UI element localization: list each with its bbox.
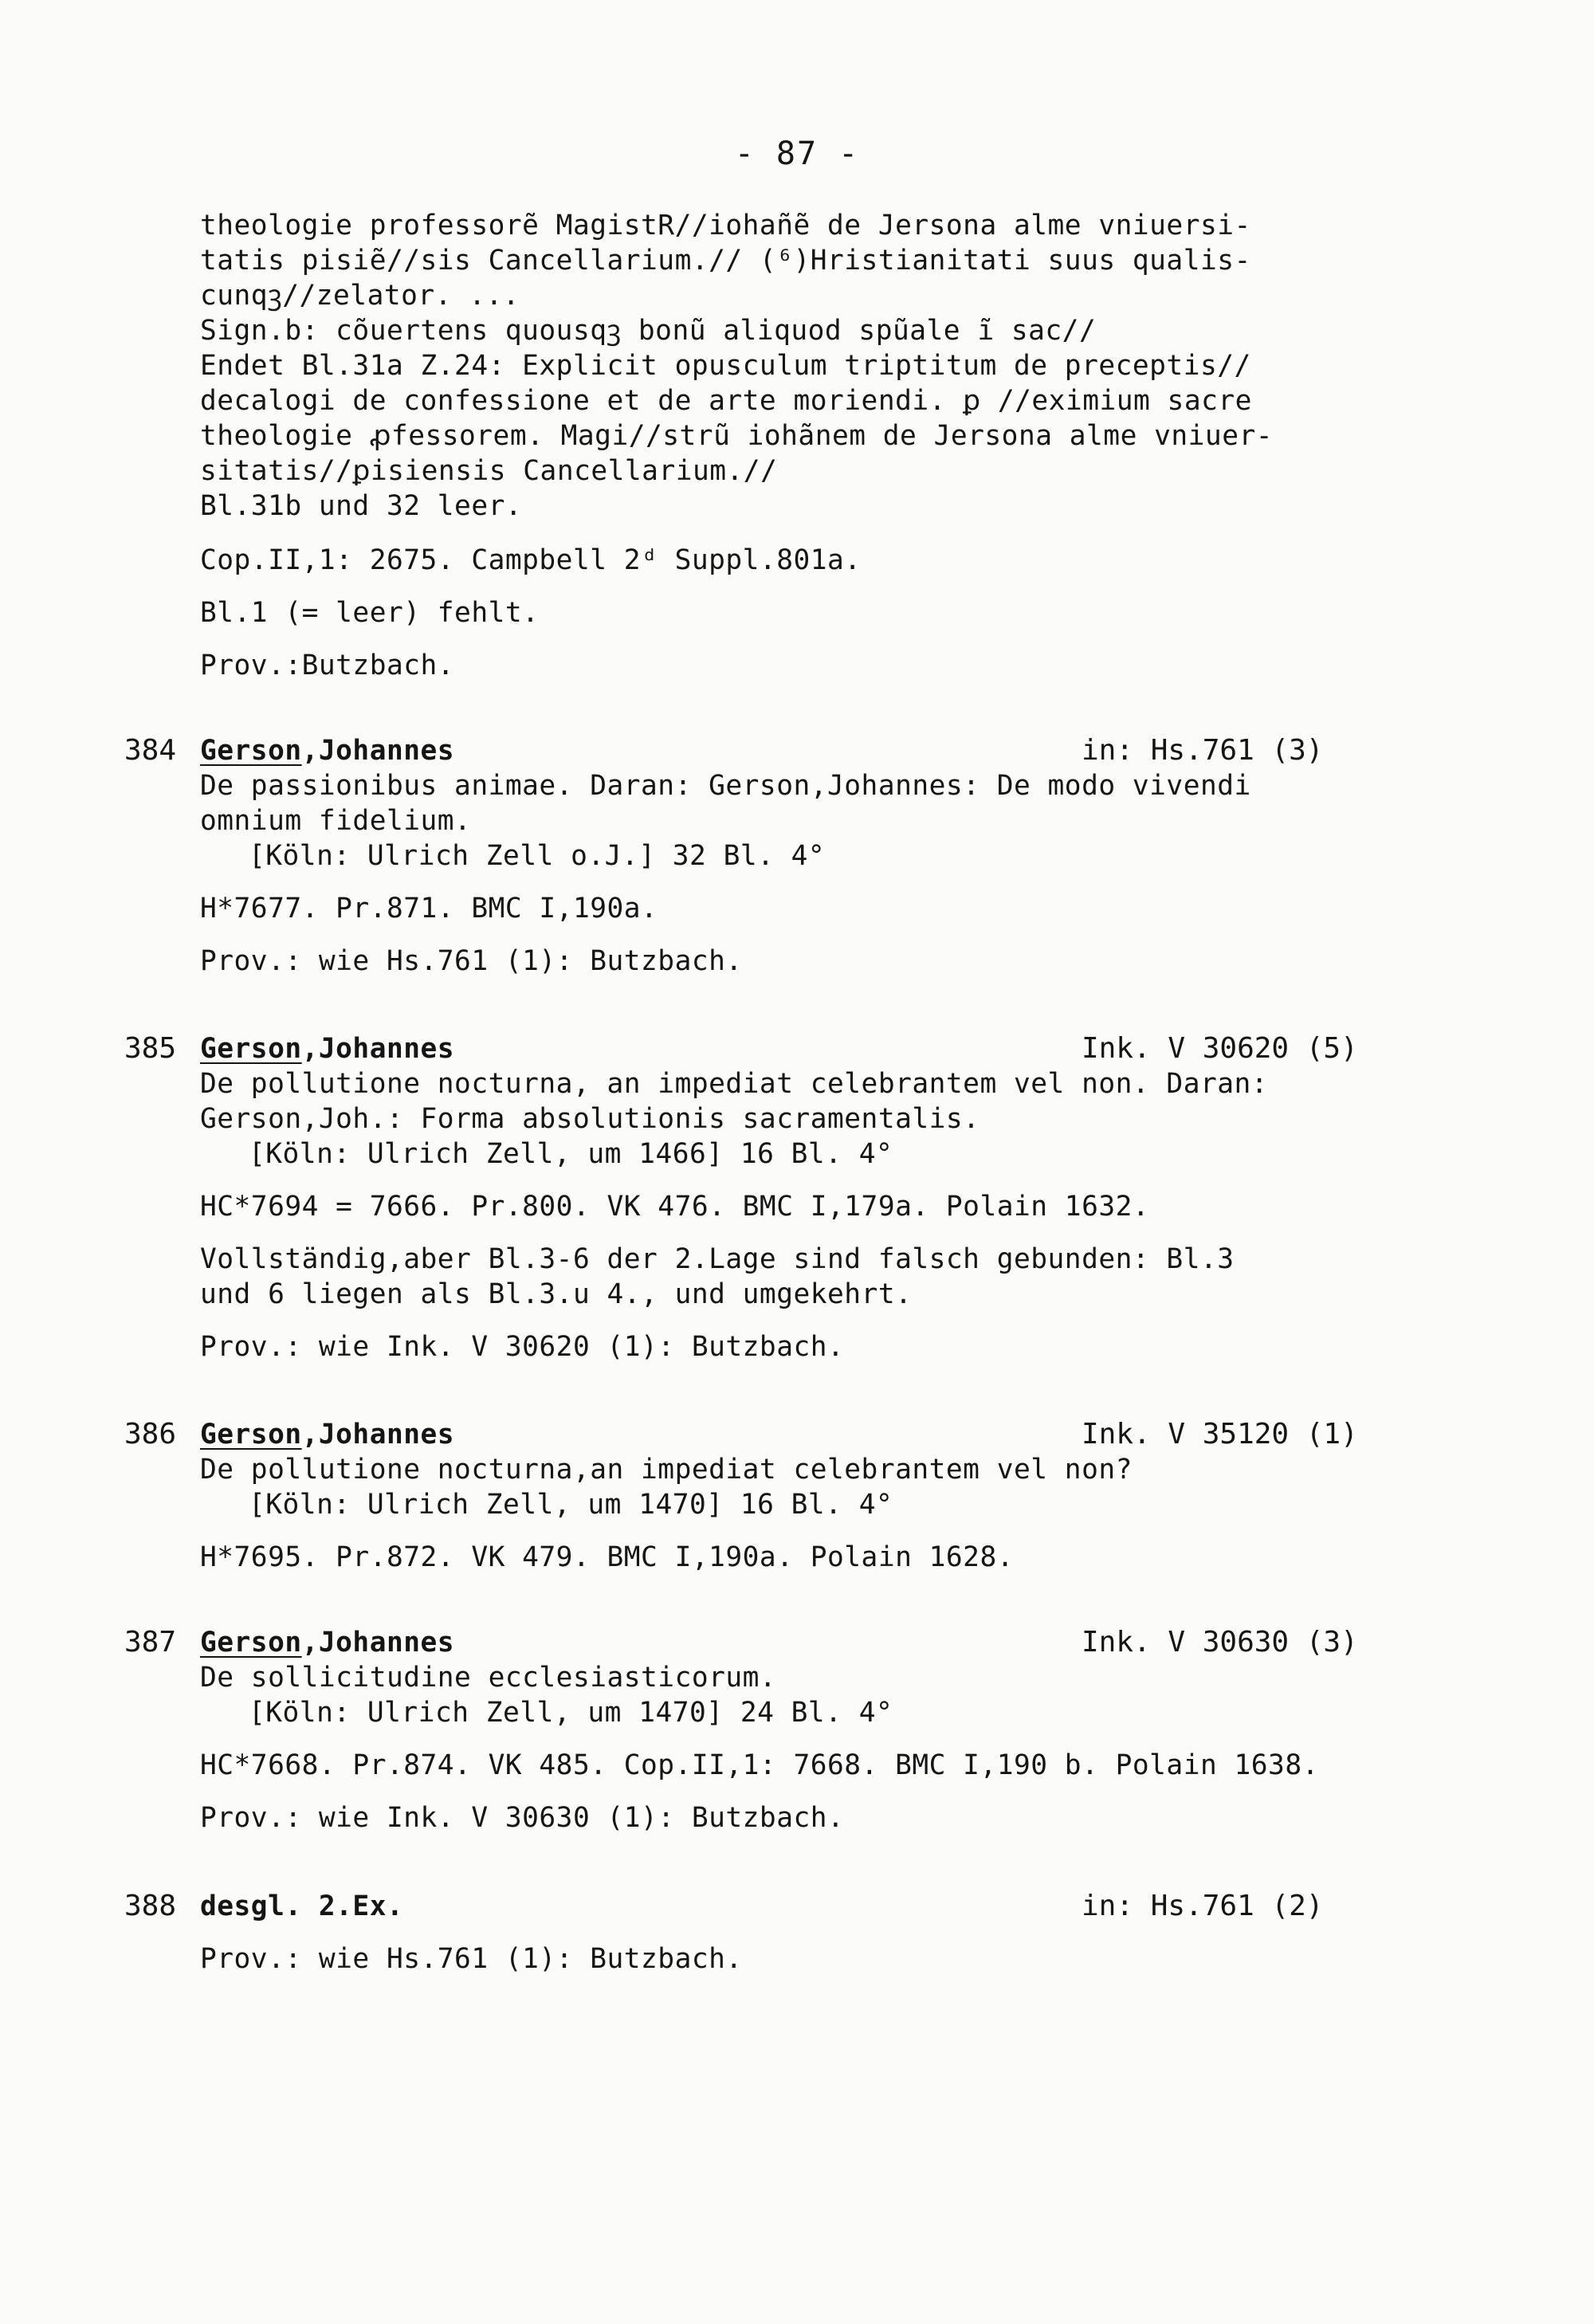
title-line: omnium fidelium. [200,805,472,837]
imprint: [Köln: Ulrich Zell, um 1470] 16 Bl. 4° [249,1489,893,1521]
entry-number: 385 [124,1032,177,1065]
title-line: De passionibus animae. Daran: Gerson,Johannes: De modo vivendi [200,770,1251,802]
provenance-line: Prov.:Butzbach. [200,650,455,681]
text-line: cunqꝫ//zelator. ... [200,280,520,312]
title-line: De pollutione nocturna,an impediat celebrantem vel non? [200,1454,1133,1486]
page-number: - 87 - [734,135,860,172]
text-line: Endet Bl.31a Z.24: Explicit opusculum triptitum de preceptis// [200,350,1251,382]
title-line: De sollicitudine ecclesiasticorum. [200,1662,777,1694]
entry-number: 387 [124,1626,177,1659]
imprint: [Köln: Ulrich Zell, um 1470] 24 Bl. 4° [249,1697,893,1729]
text-line: theologie professorẽ MagistR//iohañẽ de Jersona alme vniuersi- [200,210,1251,241]
note-line: Vollständig,aber Bl.3-6 der 2.Lage sind falsch gebunden: Bl.3 [200,1243,1235,1275]
references: HC*7694 = 7666. Pr.800. VK 476. BMC I,179a. Polain 1632. [200,1191,1150,1223]
note-line: und 6 liegen als Bl.3.u 4., und umgekehrt. [200,1278,913,1310]
entry-heading [200,735,454,767]
note-line: Bl.1 (= leer) fehlt. [200,597,540,629]
shelfmark: Ink. V 30620 (5) [1082,1032,1358,1065]
text-line: decalogi de confessione et de arte moriendi. ꝑ //eximium sacre [200,385,1252,417]
shelfmark: in: Hs.761 (2) [1082,1890,1324,1922]
references: H*7695. Pr.872. VK 479. BMC I,190a. Polain 1628. [200,1541,1014,1573]
author-forename: ,Johannes [301,1033,455,1065]
entry-number: 388 [124,1890,177,1922]
author-surname: Gerson [200,735,302,767]
citation-line: Cop.II,1: 2675. Campbell 2ᵈ Suppl.801a. [200,544,862,576]
provenance-line: Prov.: wie Ink. V 30630 (1): Butzbach. [200,1802,845,1834]
text-line: theologie ꝓfessorem. Magi//strũ iohãnem de Jersona alme vniuer- [200,420,1274,452]
shelfmark: Ink. V 30630 (3) [1082,1626,1358,1659]
author-forename: ,Johannes [301,1627,455,1659]
imprint: [Köln: Ulrich Zell o.J.] 32 Bl. 4° [249,840,826,872]
text-line: Sign.b: cõuertens quousqꝫ bonũ aliquod spũale ĩ sac// [200,315,1097,347]
shelfmark: Ink. V 35120 (1) [1082,1418,1358,1451]
author-forename: ,Johannes [301,1419,455,1451]
author-surname: Gerson [200,1419,302,1451]
entry-heading [200,1033,454,1065]
provenance-line: Prov.: wie Hs.761 (1): Butzbach. [200,945,743,977]
author-surname: Gerson [200,1033,302,1065]
author-surname: Gerson [200,1627,302,1659]
title-line: De pollutione nocturna, an impediat celebrantem vel non. Daran: [200,1068,1269,1100]
text-line: tatis pisiẽ//sis Cancellarium.// (⁶)Hristianitati suus qualis- [200,245,1251,277]
text-line: Bl.31b und 32 leer. [200,490,523,522]
imprint: [Köln: Ulrich Zell, um 1466] 16 Bl. 4° [249,1138,893,1170]
shelfmark: in: Hs.761 (3) [1082,734,1324,767]
entry-heading [200,1627,454,1659]
provenance-line: Prov.: wie Hs.761 (1): Butzbach. [200,1943,743,1975]
entry-number: 384 [124,734,177,767]
references: HC*7668. Pr.874. VK 485. Cop.II,1: 7668. BMC I,190 b. Polain 1638. [200,1749,1319,1781]
text-line: sitatis//ꝑisiensis Cancellarium.// [200,455,778,487]
author-forename: ,Johannes [301,735,455,767]
entry-heading: desgl. 2.Ex. [200,1890,404,1922]
title-line: Gerson,Joh.: Forma absolutionis sacramentalis. [200,1103,980,1135]
entry-heading [200,1419,454,1451]
entry-number: 386 [124,1418,177,1451]
references: H*7677. Pr.871. BMC I,190a. [200,893,658,924]
provenance-line: Prov.: wie Ink. V 30620 (1): Butzbach. [200,1331,845,1363]
